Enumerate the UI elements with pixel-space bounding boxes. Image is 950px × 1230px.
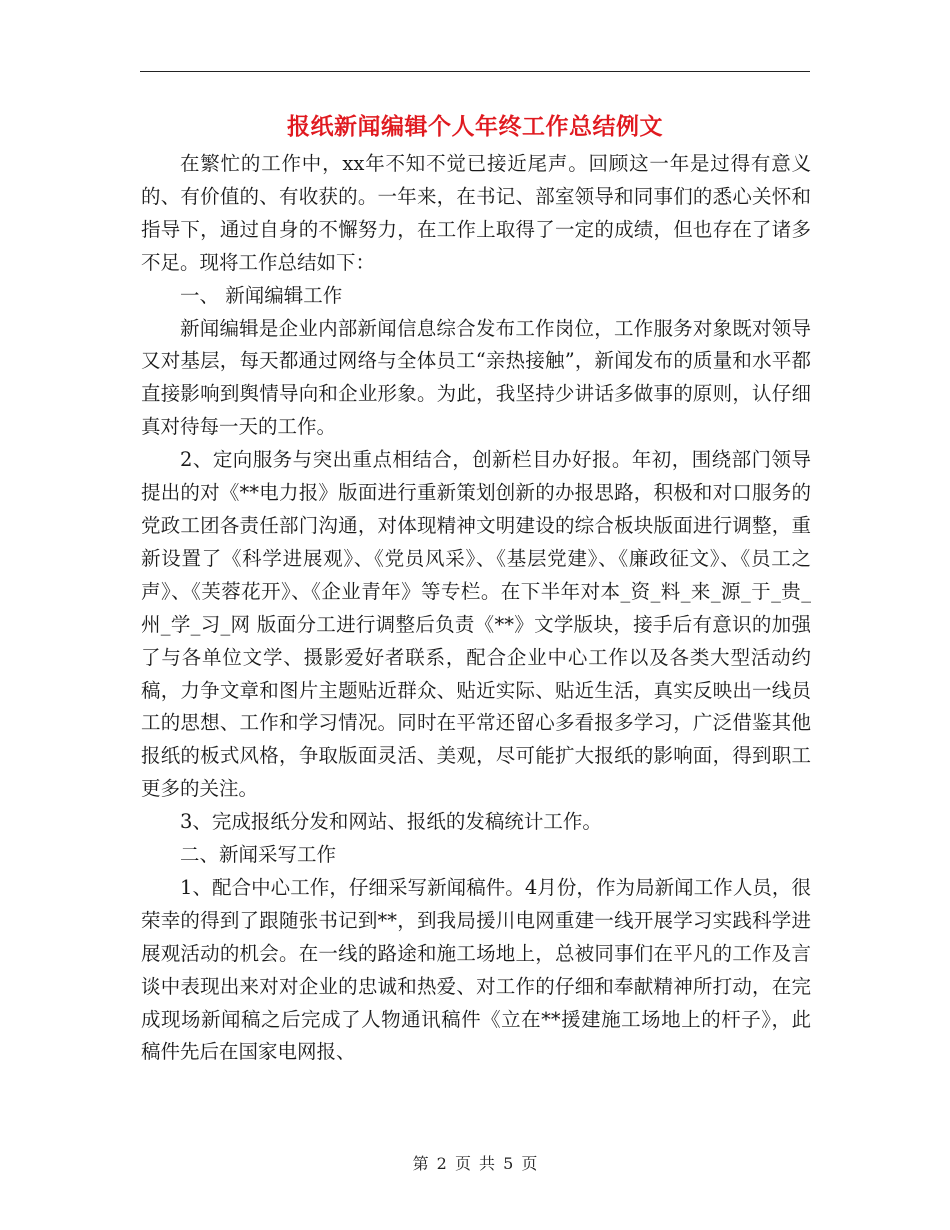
paragraph-editing-overview: 新闻编辑是企业内部新闻信息综合发布工作岗位，工作服务对象既对领导又对基层，每天都通过网络与全体员工“亲热接触”，新闻发布的质量和水平都直接影响到舆情导向和企业形象。为此，我坚持少讲话多做事的原则，认仔细真对待每一天的工作。 bbox=[141, 316, 811, 439]
section-heading-reporting: 二、新闻采写工作 bbox=[180, 843, 337, 867]
paragraph-distribution: 3、完成报纸分发和网站、报纸的发稿统计工作。 bbox=[180, 810, 602, 834]
paragraph-column-innovation: 2、定向服务与突出重点相结合，创新栏目办好报。年初，围绕部门领导提出的对《**电力报》版面进行重新策划创新的办报思路，积极和对口服务的党政工团各责任部门沟通，对体现精神文明建设的综合板块版面进行调整，重新设置了《科学进展观》、《党员风采》、《基层党建》、《廉政征文》、《员工之声》、《芙蓉花开》、《企业青年》等专栏。在下半年对本_资_料_来_源_于_贵_州_学_习_网 版面分工进行调整后负责《**》文学版块，接手后有意识的加强了与各单位文学、摄影爱好者联系，配合企业中心工作以及各类大型活动约稿，力争文章和图片主题贴近群众、贴近实际、贴近生活，真实反映出一线员工的思想、工作和学习情况。同时在平常还留心多看报多学习，广泛借鉴其他报纸的板式风格，争取版面灵活、美观，尽可能扩大报纸的影响面，得到职工更多的关注。 bbox=[141, 448, 811, 801]
paragraph-reporting: 1、配合中心工作，仔细采写新闻稿件。4月份，作为局新闻工作人员，很荣幸的得到了跟随张书记到**，到我局援川电网重建一线开展学习实践科学进展观活动的机会。在一线的路途和施工场地上，总被同事们在平凡的工作及言谈中表现出来对对企业的忠诚和热爱、对工作的仔细和奉献精神所打动，在完成现场新闻稿之后完成了人物通讯稿件《立在**援建施工场地上的杆子》，此稿件先后在国家电网报、 bbox=[141, 875, 811, 1064]
page-number: 第 2 页 共 5 页 bbox=[412, 1154, 538, 1173]
document-body bbox=[141, 148, 811, 1069]
header-rule bbox=[140, 71, 810, 72]
section-heading-editing: 一、 新闻编辑工作 bbox=[180, 283, 343, 307]
paragraph-intro: 在繁忙的工作中，xx年不知不觉已接近尾声。回顾这一年是过得有意义的、有价值的、有收获的。一年来，在书记、部室领导和同事们的悉心关怀和指导下，通过自身的不懈努力，在工作上取得了一定的成绩，但也存在了诸多不足。现将工作总结如下： bbox=[141, 152, 811, 274]
document-title: 报纸新闻编辑个人年终工作总结例文 bbox=[287, 113, 663, 140]
